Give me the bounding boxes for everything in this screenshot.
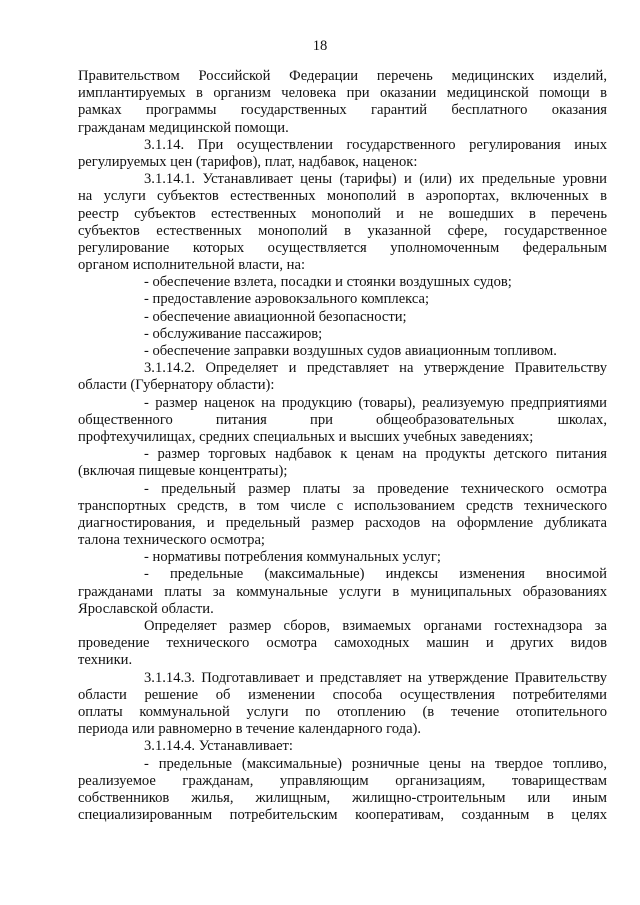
text-line: техники. xyxy=(78,652,133,669)
text-line: талона технического осмотра; xyxy=(78,532,265,549)
text-line: - обеспечение авиационной безопасности; xyxy=(144,308,407,325)
text-line: собственников жилья, жилищным, жилищно-строительным или иным xyxy=(78,789,607,806)
text-line: - нормативы потребления коммунальных услуг; xyxy=(144,549,441,566)
text-line: - предельный размер платы за проведение технического осмотра xyxy=(144,480,607,497)
text-line: специализированным потребительским кооперативам, созданным в целях xyxy=(78,807,607,824)
text-line: оплаты коммунальной услуги по отоплению (в течение отопительного xyxy=(78,703,607,720)
text-line: - размер торговых надбавок к ценам на продукты детского питания xyxy=(144,446,607,463)
text-line: - обслуживание пассажиров; xyxy=(144,325,323,342)
text-line: области решение об изменении способа осуществления потребителями xyxy=(78,686,607,703)
text-line: имплантируемых в организм человека при оказании медицинской помощи в xyxy=(78,85,607,102)
text-line: гражданам медицинской помощи. xyxy=(78,119,289,136)
text-line: органом исполнительной власти, на: xyxy=(78,257,305,274)
text-line: - предельные (максимальные) розничные цены на твердое топливо, xyxy=(144,755,607,772)
text-line: - обеспечение заправки воздушных судов авиационным топливом. xyxy=(144,343,557,359)
text-line: области (Губернатору области): xyxy=(78,377,275,394)
text-line: (включая пищевые концентраты); xyxy=(78,463,288,480)
text-line: диагностирования, и предельный размер расходов на оформление дубликата xyxy=(78,514,607,531)
text-line: транспортных средств, в том числе с использованием средств технического xyxy=(78,497,607,514)
text-line: 3.1.14.2. Определяет и представляет на утверждение Правительству xyxy=(144,360,607,377)
text-line: регулируемых цен (тарифов), плат, надбавок, наценок: xyxy=(78,153,418,170)
text-line: 3.1.14.1. Устанавливает цены (тарифы) и (или) их предельные уровни xyxy=(144,171,607,188)
text-line: гражданами платы за коммунальные услуги в муниципальных образованиях xyxy=(78,583,607,600)
text-line: реализуемое гражданам, управляющим организациям, товариществам xyxy=(78,772,607,789)
text-line: - размер наценок на продукцию (товары), реализуемую предприятиями xyxy=(144,394,607,411)
text-line: субъектов естественных монополий в указанной сфере, государственное xyxy=(78,222,607,239)
text-line: 3.1.14.4. Устанавливает: xyxy=(144,738,293,755)
text-line: периода или равномерно в течение календарного года). xyxy=(78,721,422,738)
text-line: профтехучилищах, средних специальных и высших учебных заведениях; xyxy=(78,428,534,445)
page-number: 18 xyxy=(312,38,328,54)
text-line: регулирование которых осуществляется уполномоченным федеральным xyxy=(78,239,607,256)
text-line: Определяет размер сборов, взимаемых органами гостехнадзора за xyxy=(144,618,607,634)
text-line: 3.1.14.3. Подготавливает и представляет на утверждение Правительству xyxy=(144,669,607,686)
text-line: реестр субъектов естественных монополий и не вошедших в перечень xyxy=(78,205,607,222)
text-line: - предельные (максимальные) индексы изменения вносимой xyxy=(144,566,607,583)
text-line: рамках программы государственных гарантий бесплатного оказания xyxy=(78,102,607,119)
text-line: на услуги субъектов естественных монополий в аэропортах, включенных в xyxy=(78,188,607,205)
text-line: Ярославской области. xyxy=(78,600,214,617)
text-line: - предоставление аэровокзального комплекса; xyxy=(144,291,430,308)
text-line: - обеспечение взлета, посадки и стоянки воздушных судов; xyxy=(144,274,512,291)
text-line: общественного питания при общеобразовательных школах, xyxy=(78,411,607,428)
text-line: Правительством Российской Федерации перечень медицинских изделий, xyxy=(78,68,607,84)
document-body xyxy=(78,68,607,824)
text-line: проведение технического осмотра самоходных машин и других видов xyxy=(78,635,607,652)
text-line: 3.1.14. При осуществлении государственного регулирования иных xyxy=(144,136,607,153)
